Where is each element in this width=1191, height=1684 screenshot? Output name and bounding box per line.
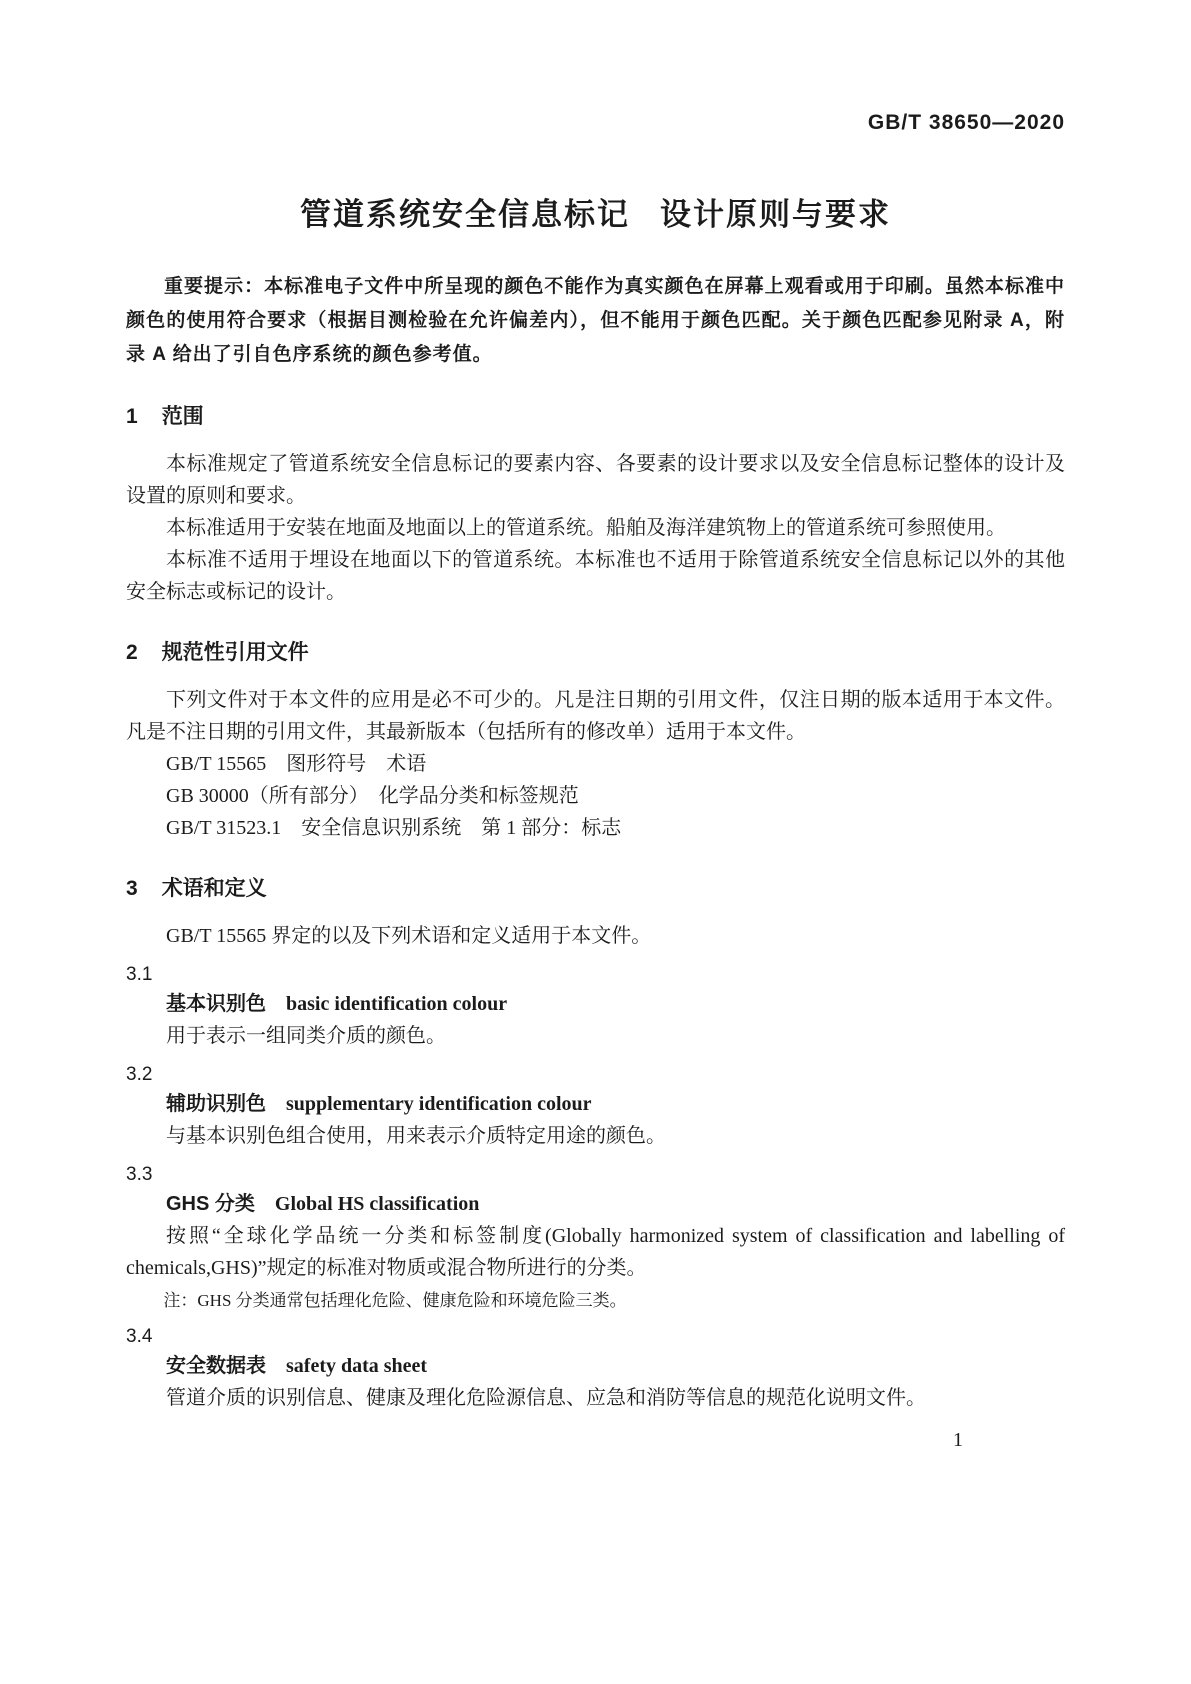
reference-item: GB/T 31523.1 安全信息识别系统 第 1 部分：标志 — [166, 817, 622, 839]
term-entry — [126, 1162, 1065, 1314]
paragraph: GB/T 15565 界定的以及下列术语和定义适用于本文件。 — [166, 925, 652, 947]
paragraph: 本标准不适用于埋设在地面以下的管道系统。本标准也不适用于除管道系统安全信息标记以外的其他安全标志或标记的设计。 — [126, 549, 1065, 603]
term-english: supplementary identification colour — [286, 1093, 592, 1115]
section-scope — [126, 402, 1065, 608]
section-number: 2 — [126, 641, 138, 664]
document-title-sub: 设计原则与要求 — [660, 197, 891, 232]
paragraph: 本标准适用于安装在地面及地面以上的管道系统。船舶及海洋建筑物上的管道系统可参照使用。 — [166, 517, 1006, 539]
term-chinese: 基本识别色 — [166, 993, 266, 1015]
document-title-main: 管道系统安全信息标记 — [300, 197, 630, 232]
section-title: 规范性引用文件 — [161, 641, 309, 664]
term-number: 3.1 — [126, 964, 153, 985]
term-chinese: GHS 分类 — [166, 1193, 255, 1215]
term-number: 3.4 — [126, 1326, 153, 1347]
section-3-heading — [126, 874, 1065, 904]
section-2-heading — [126, 638, 1065, 668]
term-definition: 按照“全球化学品统一分类和标签制度(Globally harmonized system of classification and labelling of chemicals,GHS)”规定的标准对物质或混合物所进行的分类。 — [126, 1225, 1065, 1279]
paragraph: 下列文件对于本文件的应用是必不可少的。凡是注日期的引用文件，仅注日期的版本适用于本文件。凡是不注日期的引用文件，其最新版本（包括所有的修改单）适用于本文件。 — [126, 689, 1065, 743]
section-terms-definitions — [126, 874, 1065, 1414]
term-entry — [126, 1324, 1065, 1414]
term-entry — [126, 962, 1065, 1052]
term-definition: 与基本识别色组合使用，用来表示介质特定用途的颜色。 — [166, 1125, 666, 1147]
reference-item: GB/T 15565 图形符号 术语 — [166, 753, 427, 775]
section-title: 范围 — [161, 405, 204, 428]
section-number: 3 — [126, 877, 138, 900]
term-entry — [126, 1062, 1065, 1152]
term-note: 注：GHS 分类通常包括理化危险、健康危险和环境危险三类。 — [163, 1291, 627, 1310]
term-number: 3.3 — [126, 1164, 153, 1185]
important-notice: 重要提示：本标准电子文件中所呈现的颜色不能作为真实颜色在屏幕上观看或用于印刷。虽然本标准中颜色的使用符合要求（根据目测检验在允许偏差内），但不能用于颜色匹配。关于颜色匹配参见附录 A，附录 A 给出了引自色序系统的颜色参考值。 — [126, 276, 1065, 365]
section-title: 术语和定义 — [161, 877, 267, 900]
section-number: 1 — [126, 405, 138, 428]
term-chinese: 安全数据表 — [166, 1355, 266, 1377]
section-normative-references — [126, 638, 1065, 844]
term-title — [126, 1350, 1065, 1382]
term-english: safety data sheet — [286, 1355, 428, 1377]
term-number: 3.2 — [126, 1064, 153, 1085]
standard-number: GB/T 38650—2020 — [867, 111, 1065, 134]
term-title — [126, 988, 1065, 1020]
term-title — [126, 1188, 1065, 1220]
document-title — [126, 194, 1065, 236]
term-title — [126, 1088, 1065, 1120]
section-1-heading — [126, 402, 1065, 432]
term-definition: 管道介质的识别信息、健康及理化危险源信息、应急和消防等信息的规范化说明文件。 — [166, 1387, 926, 1409]
paragraph: 本标准规定了管道系统安全信息标记的要素内容、各要素的设计要求以及安全信息标记整体的设计及设置的原则和要求。 — [126, 453, 1065, 507]
page-number: 1 — [953, 1429, 963, 1451]
page-header — [126, 110, 1065, 136]
term-chinese: 辅助识别色 — [166, 1093, 266, 1115]
term-english: basic identification colour — [286, 993, 508, 1015]
term-english: Global HS classification — [274, 1193, 480, 1215]
reference-item: GB 30000（所有部分） 化学品分类和标签规范 — [166, 785, 579, 807]
term-definition: 用于表示一组同类介质的颜色。 — [166, 1025, 446, 1047]
